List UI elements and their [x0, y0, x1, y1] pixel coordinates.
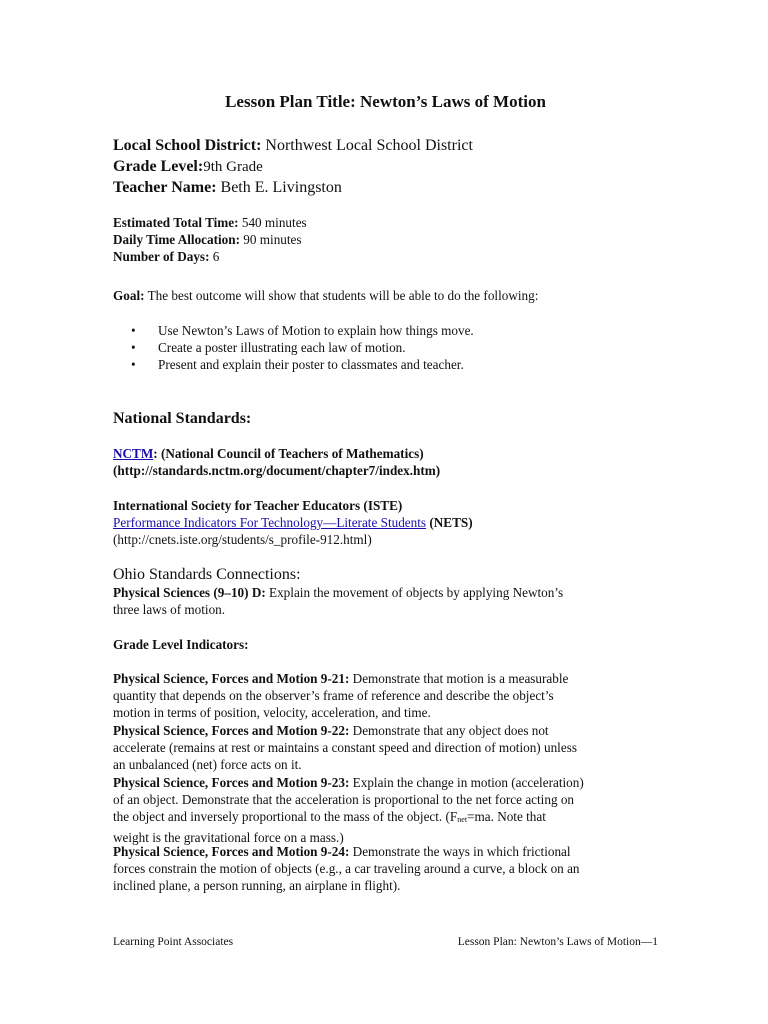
days-value: 6	[212, 249, 220, 264]
phys-sci-line1: Physical Sciences (9–10) D: Explain the movement of objects by applying Newton’s	[113, 585, 564, 600]
days-label: Number of Days:	[113, 249, 210, 264]
indicator-9-22: Physical Science, Forces and Motion 9-22: Demonstrate that any object does not accelerate (remains at rest or maintains a constant speed and direction of motion) unless an unbalanced (net) force acts on it.	[113, 723, 577, 773]
district-label: Local School District:	[113, 137, 262, 154]
goal-text: The best outcome will show that students will be able to do the following:	[147, 288, 539, 303]
daily-time-line	[113, 231, 302, 248]
teacher-value: Beth E. Livingston	[220, 179, 342, 196]
daily-time-value: 90 minutes	[243, 232, 302, 247]
phys-sci-line2: three laws of motion.	[113, 602, 226, 617]
est-time-value: 540 minutes	[241, 215, 307, 230]
grade-line	[113, 156, 263, 178]
grade-indicators-heading: Grade Level Indicators:	[113, 637, 249, 652]
footer-right: Lesson Plan: Newton’s Laws of Motion—1	[457, 936, 658, 948]
nctm-url: (http://standards.nctm.org/document/chapter7/index.htm)	[113, 463, 441, 478]
district-value: Northwest Local School District	[265, 137, 473, 154]
iste-heading: International Society for Teacher Educators (ISTE)	[113, 498, 403, 513]
national-standards-heading: National Standards:	[113, 410, 252, 427]
phys-sci-label: Physical Sciences (9–10) D:	[113, 585, 266, 600]
days-line	[113, 248, 219, 265]
grade-label: Grade Level:	[113, 158, 204, 175]
page-title: Lesson Plan Title: Newton’s Laws of Motion	[225, 92, 546, 111]
nctm-line: NCTM: (National Council of Teachers of Mathematics)	[113, 446, 424, 461]
ohio-heading: Ohio Standards Connections:	[113, 566, 301, 583]
goal-list	[113, 322, 474, 373]
indicator-9-24: Physical Science, Forces and Motion 9-24: Demonstrate the ways in which frictional forces constrain the motion of objects (e.g., a car traveling around a curve, a block on an inclined plane, a person running, an airplane in flight).	[113, 844, 580, 894]
goal-line	[113, 287, 538, 304]
grade-value: 9th Grade	[203, 159, 263, 175]
teacher-label: Teacher Name:	[113, 179, 217, 196]
list-item: • Create a poster illustrating each law of motion.	[131, 340, 406, 355]
bullet-icon: •	[131, 323, 136, 338]
indicator-9-21: Physical Science, Forces and Motion 9-21: Demonstrate that motion is a measurable quantity that depends on the observer’s frame of reference and describe the object’s motion in terms of position, velocity, acceleration, and time.	[113, 671, 569, 721]
bullet-icon: •	[131, 357, 136, 372]
indicator-9-23: Physical Science, Forces and Motion 9-23: Explain the change in motion (acceleration) of an object. Demonstrate that the acceleration is proportional to the net force acting on the object and inversely proportional to the mass of the object. ($F_{net}=ma$. Note that weight is the gravitational force on a mass.)	[113, 775, 584, 845]
nctm-link[interactable]: NCTM	[113, 446, 154, 461]
daily-time-label: Daily Time Allocation:	[113, 232, 240, 247]
nets-label: (NETS)	[426, 515, 473, 530]
goal-label: Goal:	[113, 288, 145, 303]
est-time-line	[113, 214, 307, 231]
list-item: • Use Newton’s Laws of Motion to explain how things move.	[131, 323, 474, 338]
teacher-line	[113, 177, 342, 198]
iste-link[interactable]: Performance Indicators For Technology—Literate Students	[113, 515, 427, 530]
footer-left: Learning Point Associates	[113, 936, 234, 948]
iste-line	[113, 514, 473, 531]
list-item: • Present and explain their poster to classmates and teacher.	[131, 357, 464, 372]
iste-url: (http://cnets.iste.org/students/s_profile-912.html)	[113, 532, 372, 547]
bullet-icon: •	[131, 340, 136, 355]
est-time-label: Estimated Total Time:	[113, 215, 239, 230]
district-line	[113, 135, 473, 156]
